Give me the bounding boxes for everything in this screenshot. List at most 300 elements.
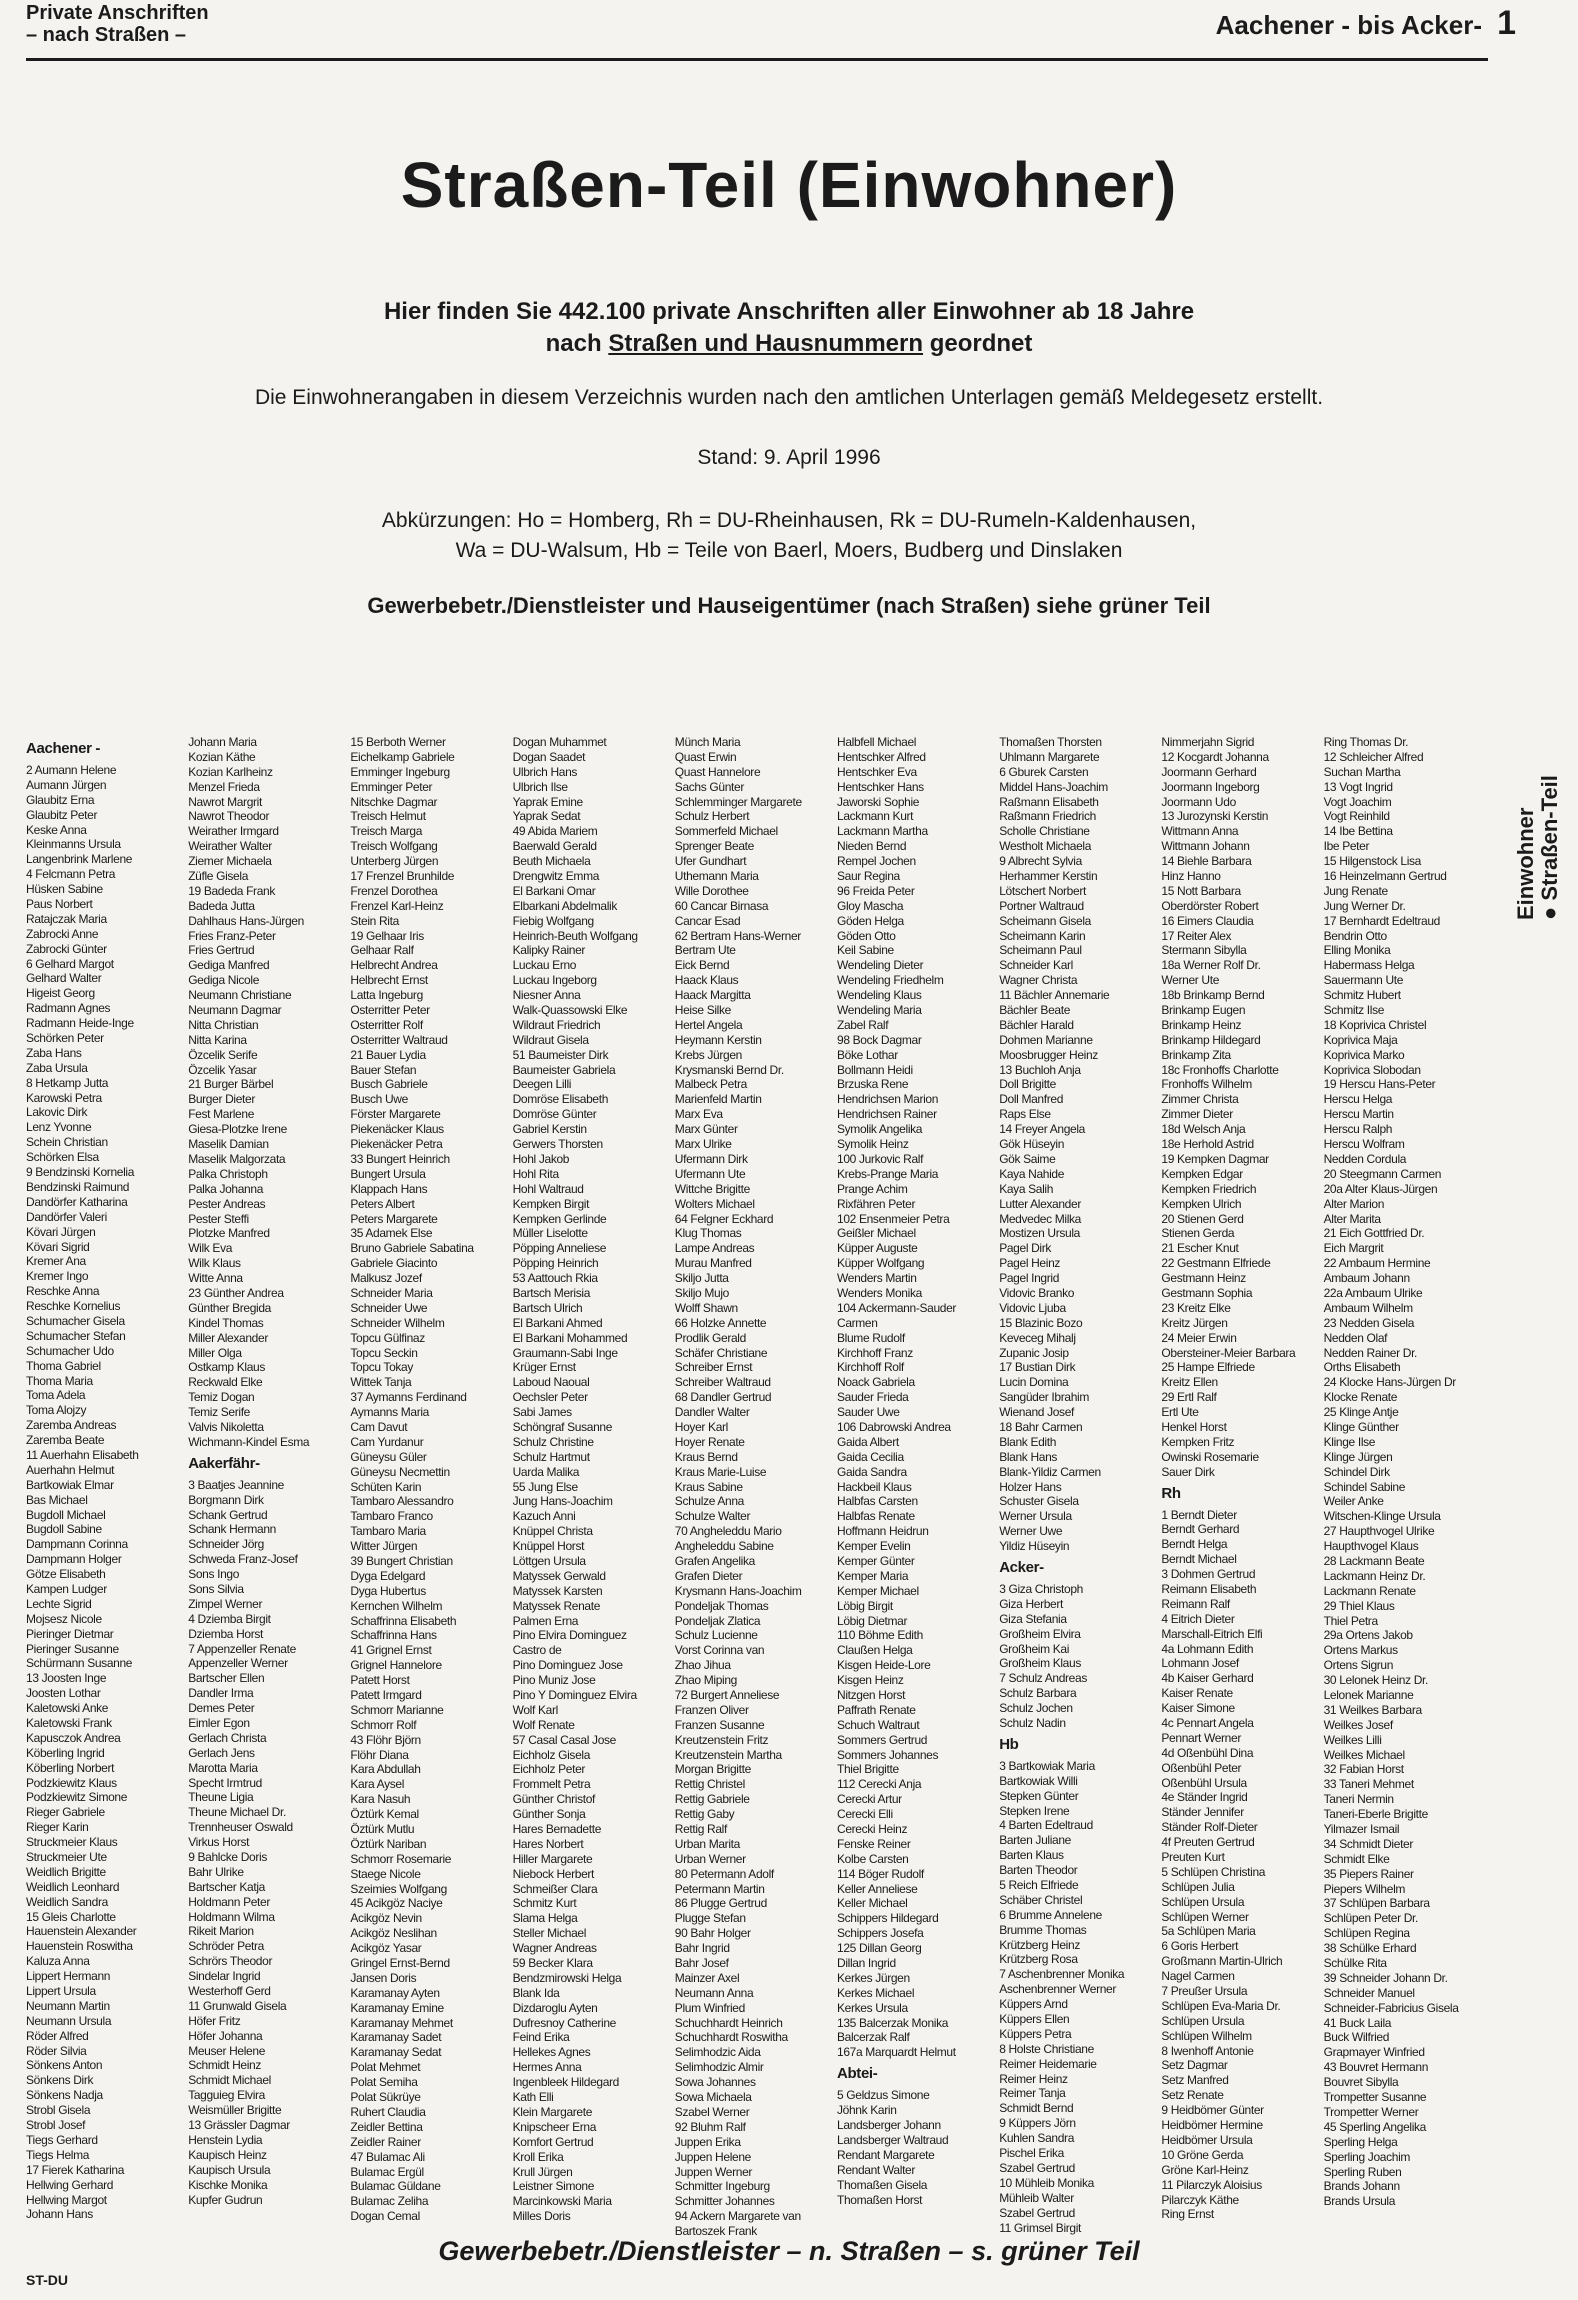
resident-entry: Henstein Lydia bbox=[188, 2132, 263, 2147]
resident-entry: Blank Ida bbox=[512, 1985, 560, 2000]
resident-entry: Kempken Birgit bbox=[512, 1196, 590, 1211]
resident-entry: Eichelkamp Gabriele bbox=[350, 749, 455, 764]
resident-entry: Giza Herbert bbox=[999, 1596, 1064, 1611]
resident-entry: Sowa Michaela bbox=[674, 2090, 752, 2105]
resident-entry: Klinge Günther bbox=[1323, 1419, 1399, 1434]
resident-entry: Szabel Werner bbox=[674, 2104, 750, 2119]
resident-entry: Komfort Gertrud bbox=[512, 2134, 594, 2149]
resident-entry: 4b Kaiser Gerhard bbox=[1161, 1671, 1254, 1686]
resident-entry: 18a Werner Rolf Dr. bbox=[1161, 958, 1261, 973]
resident-entry: Dyga Edelgard bbox=[350, 1568, 426, 1583]
resident-entry: Gelhaar Ralf bbox=[350, 943, 414, 958]
resident-entry: Rettig Gabriele bbox=[674, 1792, 750, 1807]
footer-reference: Gewerbebetr./Dienstleister – n. Straßen – s. grüner Teil bbox=[438, 2236, 1140, 2266]
resident-entry: Schüten Karin bbox=[350, 1479, 422, 1494]
resident-entry: 7 Preußer Ursula bbox=[1161, 1984, 1248, 1999]
resident-entry: Baumeister Gabriela bbox=[512, 1062, 616, 1077]
resident-entry: 110 Böhme Edith bbox=[837, 1628, 923, 1643]
resident-entry: Pester Steffi bbox=[188, 1211, 249, 1226]
resident-entry: Schumacher Udo bbox=[26, 1343, 114, 1358]
resident-entry: Kampen Ludger bbox=[26, 1581, 107, 1596]
resident-entry: Haack Margitta bbox=[674, 988, 751, 1003]
resident-entry: Koprivica Slobodan bbox=[1323, 1062, 1421, 1077]
resident-entry: 12 Schleicher Alfred bbox=[1323, 749, 1424, 764]
resident-entry: 55 Jung Else bbox=[512, 1479, 578, 1494]
resident-entry: 59 Becker Klara bbox=[512, 1956, 593, 1971]
resident-entry: Brinkamp Heinz bbox=[1161, 1017, 1242, 1032]
resident-entry: Kaupisch Ursula bbox=[188, 2162, 271, 2177]
resident-entry: Bartscher Katja bbox=[188, 1879, 265, 1894]
resident-entry: 4e Ständer Ingrid bbox=[1161, 1790, 1248, 1805]
resident-entry: Pagel Dirk bbox=[999, 1241, 1052, 1256]
resident-entry: 4 Eitrich Dieter bbox=[1161, 1611, 1235, 1626]
resident-entry: Schörken Elsa bbox=[26, 1150, 99, 1165]
resident-entry: Böke Lothar bbox=[837, 1047, 898, 1062]
resident-entry: Schäber Christel bbox=[999, 1892, 1083, 1907]
resident-entry: 21 Escher Knut bbox=[1161, 1241, 1239, 1256]
resident-entry: Hauenstein Alexander bbox=[26, 1924, 137, 1939]
resident-entry: Gestmann Sophia bbox=[1161, 1285, 1253, 1300]
directory-column bbox=[26, 735, 184, 2222]
resident-entry: Schaffrinna Elisabeth bbox=[350, 1613, 457, 1628]
resident-entry: Osterritter Waltraud bbox=[350, 1032, 448, 1047]
resident-entry: Medvedec Milka bbox=[999, 1211, 1081, 1226]
resident-entry: Aumann Jürgen bbox=[26, 777, 107, 792]
resident-entry: Bas Michael bbox=[26, 1492, 88, 1507]
resident-entry: Radmann Heide-Inge bbox=[26, 1016, 134, 1031]
resident-entry: Kremer Ana bbox=[26, 1254, 86, 1269]
resident-entry: Stienen Gerda bbox=[1161, 1226, 1235, 1241]
header-divider bbox=[26, 58, 1488, 61]
resident-entry: Schulz Lucienne bbox=[674, 1628, 758, 1643]
resident-entry: Kraus Bernd bbox=[674, 1449, 738, 1464]
resident-entry: 4c Pennart Angela bbox=[1161, 1716, 1254, 1730]
resident-entry: Mühleib Walter bbox=[999, 2190, 1074, 2205]
resident-entry: Kraus Marie-Luise bbox=[674, 1464, 767, 1479]
resident-entry: 29a Ortens Jakob bbox=[1323, 1628, 1413, 1643]
resident-entry: Kuhlen Sandra bbox=[999, 2131, 1075, 2146]
resident-entry: Domröse Elisabeth bbox=[512, 1092, 609, 1107]
resident-entry: Neumann Christiane bbox=[188, 988, 292, 1003]
resident-entry: Jung Werner Dr. bbox=[1323, 898, 1406, 913]
resident-entry: Osterritter Rolf bbox=[350, 1017, 423, 1032]
resident-entry: Karowski Petra bbox=[26, 1090, 102, 1105]
abbreviations bbox=[0, 506, 1578, 566]
resident-entry: 15 Nott Barbara bbox=[1161, 883, 1241, 898]
resident-entry: Kirchhoff Rolf bbox=[837, 1360, 904, 1375]
resident-entry: Gök Hüseyin bbox=[999, 1137, 1065, 1152]
resident-entry: 16 Eimers Claudia bbox=[1161, 913, 1254, 928]
resident-entry: Schneider Karl bbox=[999, 958, 1073, 973]
resident-entry: Tagguieg Elvira bbox=[188, 2088, 265, 2103]
resident-entry: Grignel Hannelore bbox=[350, 1658, 442, 1673]
resident-entry: Ortens Markus bbox=[1323, 1643, 1398, 1658]
resident-entry: Höfer Johanna bbox=[188, 2028, 263, 2043]
resident-entry: Keske Anna bbox=[26, 822, 87, 837]
resident-entry: Feind Erika bbox=[512, 2030, 570, 2045]
resident-entry: Krull Jürgen bbox=[512, 2164, 573, 2179]
resident-entry: Großheim Kai bbox=[999, 1641, 1070, 1656]
resident-entry: Schmorr Marianne bbox=[350, 1702, 444, 1717]
resident-entry: 80 Petermann Adolf bbox=[674, 1866, 774, 1881]
resident-entry: Lakovic Dirk bbox=[26, 1105, 88, 1120]
resident-entry: El Barkani Mohammed bbox=[512, 1330, 628, 1345]
resident-entry: 12 Kocgardt Johanna bbox=[1161, 749, 1269, 764]
resident-entry: Schreiber Waltraud bbox=[674, 1375, 771, 1390]
resident-entry: Tambaro Maria bbox=[350, 1524, 426, 1539]
resident-entry: Marotta Maria bbox=[188, 1760, 258, 1775]
resident-entry: Sons Silvia bbox=[188, 1581, 244, 1596]
resident-entry: Dohmen Marianne bbox=[999, 1032, 1093, 1047]
resident-entry: Klinge Jürgen bbox=[1323, 1449, 1393, 1464]
resident-entry: Heymann Kerstin bbox=[674, 1032, 762, 1047]
resident-entry: Hellekes Agnes bbox=[512, 2045, 591, 2060]
resident-entry: Latta Ingeburg bbox=[350, 988, 423, 1003]
resident-entry: Blank Hans bbox=[999, 1449, 1058, 1464]
resident-entry: Kaiser Simone bbox=[1161, 1701, 1235, 1716]
resident-entry: Reckwald Elke bbox=[188, 1375, 263, 1390]
resident-entry: 114 Böger Rudolf bbox=[837, 1866, 924, 1881]
resident-entry: Gestmann Heinz bbox=[1161, 1271, 1246, 1286]
resident-entry: Neumann Ursula bbox=[26, 2013, 112, 2028]
resident-entry: Cerecki Heinz bbox=[837, 1822, 908, 1837]
resident-entry: Laboud Naoual bbox=[512, 1375, 590, 1390]
resident-entry: Kara Abdullah bbox=[350, 1762, 421, 1777]
resident-entry: Keller Michael bbox=[837, 1896, 908, 1911]
resident-entry: Kempken Gerlinde bbox=[512, 1211, 607, 1226]
resident-entry: Landsberger Waltraud bbox=[837, 2132, 949, 2147]
resident-entry: Mostizen Ursula bbox=[999, 1226, 1080, 1241]
resident-entry: Patett Horst bbox=[350, 1673, 410, 1688]
resident-entry: Nitschke Dagmar bbox=[350, 794, 438, 809]
resident-entry: Heidbömer Ursula bbox=[1161, 2132, 1253, 2147]
resident-entry: Klappach Hans bbox=[350, 1181, 428, 1196]
resident-entry: Weirather Irmgard bbox=[188, 824, 279, 839]
resident-entry: Scheimann Gisela bbox=[999, 913, 1091, 928]
resident-entry: 62 Bertram Hans-Werner bbox=[674, 928, 801, 943]
resident-entry: Meuser Helene bbox=[188, 2043, 266, 2058]
resident-entry: Köberling Norbert bbox=[26, 1760, 115, 1775]
resident-entry: Sommers Johannes bbox=[837, 1747, 939, 1762]
resident-entry: Hinz Hanno bbox=[1161, 869, 1221, 884]
resident-entry: Schippers Hildegard bbox=[837, 1911, 939, 1926]
resident-entry: Krützberg Rosa bbox=[999, 1952, 1078, 1967]
resident-entry: Nieden Bernd bbox=[837, 839, 907, 854]
resident-entry: Acikgöz Nevin bbox=[350, 1911, 422, 1926]
resident-entry: Nimmerjahn Sigrid bbox=[1161, 735, 1255, 749]
resident-entry: Urban Werner bbox=[674, 1851, 746, 1866]
resident-entry: Juppen Helene bbox=[674, 2149, 751, 2164]
resident-entry: Pino Y Dominguez Elvira bbox=[512, 1688, 637, 1702]
resident-entry: Angheleddu Sabine bbox=[674, 1539, 774, 1554]
resident-entry: Plugge Stefan bbox=[674, 1911, 746, 1926]
resident-entry: Röder Alfred bbox=[26, 2028, 89, 2043]
resident-entry: Geißler Michael bbox=[837, 1226, 916, 1241]
resident-entry: Leistner Simone bbox=[512, 2179, 595, 2194]
resident-entry: Schuster Gisela bbox=[999, 1494, 1079, 1509]
resident-entry: Uthemann Maria bbox=[674, 869, 759, 884]
resident-entry: 43 Flöhr Björn bbox=[350, 1732, 421, 1747]
resident-entry: Zabel Ralf bbox=[837, 1017, 889, 1032]
resident-entry: Küppers Petra bbox=[999, 2026, 1072, 2041]
resident-entry: Cancar Esad bbox=[674, 913, 741, 928]
resident-entry: 13 Grässler Dagmar bbox=[188, 2118, 290, 2133]
resident-entry: Zaba Ursula bbox=[26, 1060, 88, 1075]
resident-entry: Jung Hans-Joachim bbox=[512, 1494, 613, 1509]
resident-entry: Ibe Peter bbox=[1323, 839, 1370, 854]
resident-entry: Hellwing Margot bbox=[26, 2192, 107, 2207]
resident-entry: Gerlach Jens bbox=[188, 1745, 255, 1760]
resident-entry: 35 Adamek Else bbox=[350, 1226, 433, 1241]
resident-entry: Ulbrich Hans bbox=[512, 764, 578, 779]
resident-entry: Rikeit Marion bbox=[188, 1924, 254, 1939]
resident-entry: Hermes Anna bbox=[512, 2060, 582, 2075]
resident-entry: 22 Ambaum Hermine bbox=[1323, 1256, 1431, 1271]
resident-entry: Gabriele Giacinto bbox=[350, 1256, 438, 1271]
resident-entry: Schulz Nadin bbox=[999, 1716, 1066, 1730]
resident-entry: Bartkowiak Elmar bbox=[26, 1477, 114, 1492]
resident-entry: Herscu Martin bbox=[1323, 1107, 1394, 1122]
business-reference: Gewerbebetr./Dienstleister und Hauseigentümer (nach Straßen) siehe grüner Teil bbox=[367, 593, 1211, 618]
resident-entry: Thoma Gabriel bbox=[26, 1358, 101, 1373]
resident-entry: Reschke Anna bbox=[26, 1284, 100, 1299]
resident-entry: Kövari Jürgen bbox=[26, 1224, 96, 1239]
page-title: Straßen-Teil (Einwohner) bbox=[400, 149, 1178, 221]
resident-entry: Kroll Erika bbox=[512, 2149, 564, 2164]
resident-entry: Jansen Doris bbox=[350, 1970, 417, 1985]
resident-entry: Wildraut Gisela bbox=[512, 1032, 589, 1047]
resident-entry: Palka Johanna bbox=[188, 1181, 264, 1196]
resident-entry: Plum Winfried bbox=[674, 2000, 745, 2015]
resident-entry: 18 Koprivica Christel bbox=[1323, 1017, 1427, 1032]
intro-note: Die Einwohnerangaben in diesem Verzeichnis wurden nach den amtlichen Unterlagen gemäß Meldegesetz erstellt. bbox=[254, 386, 1324, 409]
resident-entry: Johann Maria bbox=[188, 735, 257, 749]
resident-entry: Schneider Uwe bbox=[350, 1300, 428, 1315]
resident-entry: El Barkani Ahmed bbox=[512, 1315, 603, 1330]
resident-entry: 86 Plugge Gertrud bbox=[674, 1896, 767, 1911]
resident-entry: 34 Schmidt Dieter bbox=[1323, 1836, 1414, 1851]
resident-entry: 20 Steegmann Carmen bbox=[1323, 1166, 1442, 1181]
resident-entry: Lechte Sigrid bbox=[26, 1596, 92, 1611]
resident-entry: 1 Berndt Dieter bbox=[1161, 1507, 1237, 1522]
resident-entry: Rempel Jochen bbox=[837, 854, 916, 869]
resident-entry: Küppers Arnd bbox=[999, 1997, 1068, 2012]
resident-entry: Frenzel Karl-Heinz bbox=[350, 898, 444, 913]
resident-entry: Günther Bregida bbox=[188, 1300, 271, 1315]
resident-entry: Lucin Domina bbox=[999, 1375, 1069, 1390]
resident-entry: Keller Anneliese bbox=[837, 1881, 918, 1896]
resident-entry: Neumann Anna bbox=[674, 1985, 754, 2000]
resident-entry: Reimann Ralf bbox=[1161, 1596, 1230, 1611]
resident-entry: Struckmeier Klaus bbox=[26, 1835, 118, 1850]
resident-entry: Steller Michael bbox=[512, 1926, 587, 1941]
resident-entry: 3 Giza Christoph bbox=[999, 1581, 1083, 1596]
resident-entry: Kolbe Carsten bbox=[837, 1851, 909, 1866]
resident-entry: Slama Helga bbox=[512, 1911, 578, 1926]
intro-line1: Hier finden Sie 442.100 private Anschriften aller Einwohner ab 18 Jahre bbox=[383, 298, 1195, 325]
resident-entry: Ulbrich Ilse bbox=[512, 779, 568, 794]
resident-entry: Tiegs Helma bbox=[26, 2147, 90, 2162]
resident-entry: 15 Gleis Charlotte bbox=[26, 1909, 116, 1924]
resident-entry: Sachs Günter bbox=[674, 779, 744, 794]
resident-entry: Uarda Malika bbox=[512, 1464, 580, 1479]
resident-entry: Schulz Herbert bbox=[674, 809, 750, 824]
resident-entry: Bartscher Ellen bbox=[188, 1671, 265, 1686]
resident-entry: Appenzeller Werner bbox=[188, 1656, 288, 1671]
resident-entry: 18c Fronhoffs Charlotte bbox=[1161, 1062, 1279, 1077]
resident-entry: Auerhahn Helmut bbox=[26, 1462, 115, 1477]
resident-entry: 4d Oßenbühl Dina bbox=[1161, 1745, 1254, 1760]
resident-entry: Dyga Hubertus bbox=[350, 1583, 426, 1598]
resident-entry: 19 Badeda Frank bbox=[188, 883, 276, 898]
resident-entry: Ring Thomas Dr. bbox=[1323, 735, 1409, 749]
resident-entry: 15 Hilgenstock Lisa bbox=[1323, 854, 1422, 869]
resident-entry: Karamanay Mehmet bbox=[350, 2015, 453, 2030]
resident-entry: 3 Dohmen Gertrud bbox=[1161, 1567, 1256, 1582]
resident-entry: Palka Christoph bbox=[188, 1166, 268, 1181]
resident-entry: 20a Alter Klaus-Jürgen bbox=[1323, 1181, 1438, 1196]
resident-entry: Gaida Sandra bbox=[837, 1464, 907, 1479]
resident-entry: Bahr Josef bbox=[674, 1956, 729, 1971]
resident-entry: Zabrocki Günter bbox=[26, 941, 107, 956]
resident-entry: 15 Berboth Werner bbox=[350, 735, 446, 749]
resident-entry: Kapusczok Andrea bbox=[26, 1730, 121, 1745]
resident-entry: Topcu Tokay bbox=[350, 1360, 414, 1375]
resident-entry: Thoma Maria bbox=[26, 1373, 93, 1388]
resident-entry: Schlüpen Werner bbox=[1161, 1909, 1249, 1924]
resident-entry: 9 Küppers Jörn bbox=[999, 2116, 1076, 2131]
resident-entry: Thomaßen Horst bbox=[837, 2192, 923, 2207]
resident-entry: Giesa-Plotzke Irene bbox=[188, 1122, 287, 1137]
resident-entry: 94 Ackern Margarete van bbox=[674, 2209, 801, 2224]
resident-entry: 6 Brumme Annelene bbox=[999, 1907, 1102, 1922]
resident-entry: Herhammer Kerstin bbox=[999, 869, 1098, 884]
resident-entry: Gaida Cecilia bbox=[837, 1449, 904, 1464]
resident-entry: Toma Alojzy bbox=[26, 1403, 87, 1418]
resident-entry: Heise Silke bbox=[674, 1003, 731, 1018]
resident-entry: Valvis Nikoletta bbox=[188, 1419, 264, 1434]
resident-entry: Halbfell Michael bbox=[837, 735, 917, 749]
resident-entry: Bendrin Otto bbox=[1323, 928, 1387, 943]
resident-entry: Löttgen Ursula bbox=[512, 1553, 586, 1568]
resident-entry: Sauer Dirk bbox=[1161, 1464, 1215, 1479]
resident-entry: 41 Grignel Ernst bbox=[350, 1643, 432, 1658]
resident-entry: 9 Bahlcke Doris bbox=[188, 1850, 267, 1865]
resident-entry: Weirather Walter bbox=[188, 839, 272, 854]
intro-headline bbox=[0, 296, 1578, 360]
resident-entry: Özcelik Serife bbox=[188, 1047, 258, 1062]
resident-entry: Güneysu Necmettin bbox=[350, 1464, 450, 1479]
resident-entry: Schmidt Heinz bbox=[188, 2058, 261, 2073]
resident-entry: Hendrichsen Marion bbox=[837, 1092, 939, 1107]
resident-entry: 45 Acikgöz Naciye bbox=[350, 1896, 443, 1911]
resident-entry: Moosbrugger Heinz bbox=[999, 1047, 1098, 1062]
resident-entry: Karamanay Sadet bbox=[350, 2030, 442, 2045]
resident-entry: Münch Maria bbox=[674, 735, 741, 749]
header-left-line1: Private Anschriften bbox=[26, 2, 209, 24]
resident-entry: Peters Albert bbox=[350, 1196, 415, 1211]
resident-entry: Dillan Ingrid bbox=[837, 1956, 896, 1971]
resident-entry: Keveceg Mihalj bbox=[999, 1330, 1076, 1345]
resident-entry: Wolf Karl bbox=[512, 1702, 558, 1717]
resident-entry: Vidovic Branko bbox=[999, 1285, 1075, 1300]
resident-entry: Kempken Fritz bbox=[1161, 1434, 1235, 1449]
section-tab-text bbox=[1514, 640, 1562, 920]
resident-entry: Stepken Günter bbox=[999, 1788, 1079, 1803]
resident-entry: Löbig Dietmar bbox=[837, 1613, 908, 1628]
resident-entry: Witter Jürgen bbox=[350, 1539, 418, 1554]
resident-entry: Fronhoffs Wilhelm bbox=[1161, 1077, 1252, 1092]
resident-entry: Götze Elisabeth bbox=[26, 1567, 106, 1582]
resident-entry: Bartsch Merisia bbox=[512, 1285, 591, 1300]
resident-entry: Pieringer Susanne bbox=[26, 1641, 119, 1656]
resident-entry: Prange Achim bbox=[837, 1181, 908, 1196]
resident-entry: Osterritter Peter bbox=[350, 1003, 430, 1018]
resident-entry: Deegen Lilli bbox=[512, 1077, 572, 1092]
resident-entry: Knipscheer Erna bbox=[512, 2119, 597, 2134]
resident-entry: Sabi James bbox=[512, 1405, 572, 1420]
resident-entry: 51 Baumeister Dirk bbox=[512, 1047, 609, 1062]
resident-entry: Dandörfer Katharina bbox=[26, 1194, 128, 1209]
resident-entry: 104 Ackermann-Sauder bbox=[837, 1300, 957, 1315]
resident-entry: Petermann Martin bbox=[674, 1881, 765, 1896]
resident-entry: Hackbeil Klaus bbox=[837, 1479, 912, 1494]
resident-entry: Uhlmann Margarete bbox=[999, 749, 1100, 764]
resident-entry: Kaupisch Heinz bbox=[188, 2147, 267, 2162]
resident-entry: Orths Elisabeth bbox=[1323, 1360, 1401, 1375]
resident-entry: Brinkamp Hildegard bbox=[1161, 1032, 1261, 1047]
resident-entry: Herscu Ralph bbox=[1323, 1122, 1393, 1137]
resident-entry: Bulamac Ergül bbox=[350, 2164, 424, 2179]
resident-entry: Burger Dieter bbox=[188, 1092, 255, 1107]
intro-line2-c: geordnet bbox=[923, 330, 1033, 357]
resident-entry: Giza Stefania bbox=[999, 1611, 1067, 1626]
resident-entry: Hohl Waltraud bbox=[512, 1181, 584, 1196]
resident-entry: Lippert Hermann bbox=[26, 1969, 111, 1984]
resident-entry: Symolik Heinz bbox=[837, 1137, 909, 1152]
resident-entry: Wittmann Johann bbox=[1161, 839, 1250, 854]
resident-entry: Marienfeld Martin bbox=[674, 1092, 762, 1107]
resident-entry: Franzen Susanne bbox=[674, 1717, 765, 1732]
resident-entry: Marschall-Eitrich Elfi bbox=[1161, 1626, 1263, 1641]
resident-entry: 5a Schlüpen Maria bbox=[1161, 1924, 1256, 1939]
resident-entry: Kempken Ulrich bbox=[1161, 1196, 1242, 1211]
resident-entry: Kempken Friedrich bbox=[1161, 1181, 1257, 1196]
resident-entry: Morgan Brigitte bbox=[674, 1762, 751, 1777]
street-heading: Hb bbox=[999, 1735, 1019, 1753]
resident-entry: Emminger Ingeburg bbox=[350, 764, 450, 779]
street-heading: Rh bbox=[1161, 1484, 1181, 1502]
resident-entry: Schulze Walter bbox=[674, 1509, 751, 1524]
resident-entry: Beuth Michaela bbox=[512, 854, 591, 869]
resident-entry: Ortens Sigrun bbox=[1323, 1658, 1394, 1673]
intro-line2 bbox=[0, 328, 1578, 360]
resident-entry: Schulz Barbara bbox=[999, 1686, 1077, 1701]
resident-entry: Neumann Martin bbox=[26, 1998, 110, 2013]
resident-entry: Podzkiewitz Klaus bbox=[26, 1775, 117, 1790]
resident-entry: Barten Theodor bbox=[999, 1863, 1078, 1878]
resident-entry: Busch Uwe bbox=[350, 1092, 408, 1107]
resident-entry: Strobl Gisela bbox=[26, 2103, 91, 2118]
resident-entry: Rendant Margarete bbox=[837, 2147, 935, 2162]
resident-entry: Kraus Sabine bbox=[674, 1479, 743, 1494]
resident-entry: Großheim Elvira bbox=[999, 1626, 1081, 1641]
resident-entry: Schulz Jochen bbox=[999, 1701, 1073, 1716]
resident-entry: 9 Albrecht Sylvia bbox=[999, 854, 1082, 869]
resident-entry: 39 Schneider Johann Dr. bbox=[1323, 1970, 1448, 1985]
resident-entry: Werner Uwe bbox=[999, 1524, 1063, 1539]
resident-entry: Wolff Shawn bbox=[674, 1300, 738, 1315]
